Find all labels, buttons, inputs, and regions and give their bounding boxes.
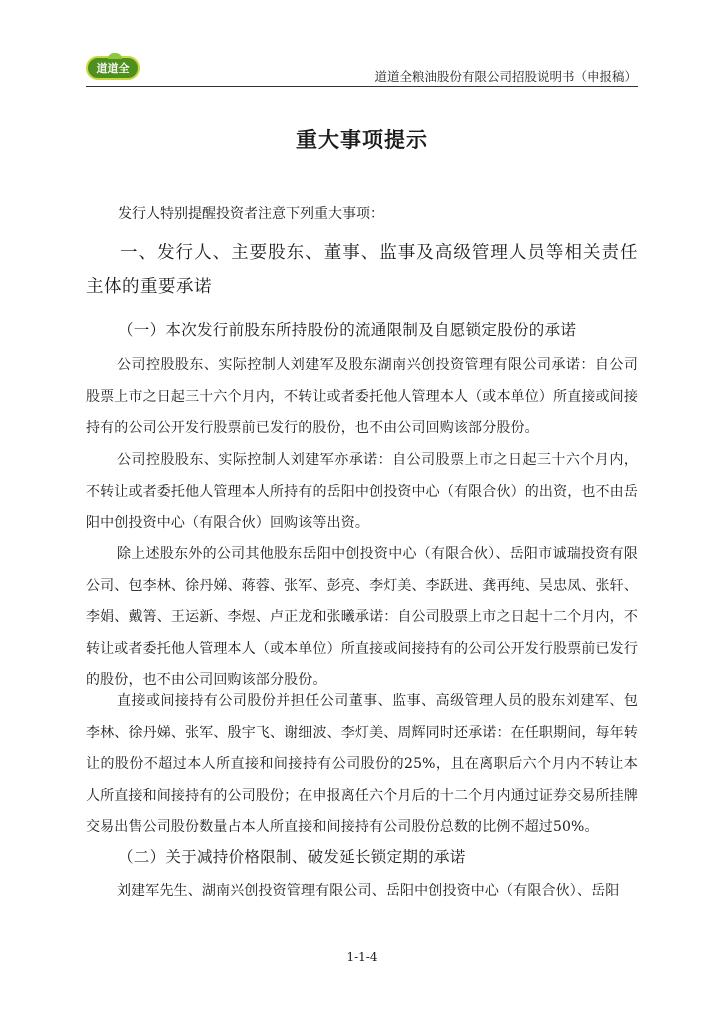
subsection-2-heading: （二）关于减持价格限制、破发延长锁定期的承诺 — [118, 848, 466, 866]
subsection-1-heading: （一）本次发行前股东所持股份的流通限制及自愿锁定股份的承诺 — [118, 321, 577, 339]
page-title: 重大事项提示 — [296, 128, 428, 152]
paragraph-1: 公司控股股东、实际控制人刘建军及股东湖南兴创投资管理有限公司承诺：自公司股票上市之日起三十六个月内，不转让或者委托他人管理本人（或本单位）所直接或间接持有的公司公开发行股票前已发行的股份，也不由公司回购该部分股份。 — [86, 357, 638, 436]
page-number: 1-1-4 — [346, 950, 378, 964]
intro-text: 发行人特别提醒投资者注意下列重大事项： — [118, 206, 384, 222]
paragraph-3: 除上述股东外的公司其他股东岳阳中创投资中心（有限合伙）、岳阳市诚瑞投资有限公司、包李林、徐丹娣、蒋蓉、张军、彭亮、李灯美、李跃进、龚再纯、吴忠凤、张轩、李娟、戴箐、王运新、李煜、卢正龙和张曦承诺：自公司股票上市之日起十二个月内，不转让或者委托他人管理本人（或本单位）所直接或间接持有的公司公开发行股票前已发行的股份，也不由公司回购该部分股份。 — [86, 546, 638, 688]
company-logo — [86, 56, 140, 80]
paragraph-2: 公司控股股东、实际控制人刘建军亦承诺：自公司股票上市之日起三十六个月内，不转让或者委托他人管理本人所持有的岳阳中创投资中心（有限合伙）的出资，也不由岳阳中创投资中心（有限合伙）回购该等出资。 — [86, 452, 638, 531]
leaf-icon — [108, 53, 122, 59]
header-divider — [86, 86, 638, 87]
section-1-heading: 一、发行人、主要股东、董事、监事及高级管理人员等相关责任主体的重要承诺 — [86, 243, 638, 297]
logo-text: 道道全 — [96, 62, 130, 75]
header-title: 道道全粮油股份有限公司招股说明书（申报稿） — [374, 69, 637, 84]
paragraph-5: 刘建军先生、湖南兴创投资管理有限公司、岳阳中创投资中心（有限合伙）、岳阳 — [117, 883, 620, 899]
paragraph-4: 直接或间接持有公司股份并担任公司董事、监事、高级管理人员的股东刘建军、包李林、徐丹娣、张军、殷宇飞、谢细波、李灯美、周辉同时还承诺：在任职期间，每年转让的股份不超过本人所直接和间接持有公司股份的25%，且在离职后六个月内不转让本人所直接和间接持有的公司股份；在申报离任六个月后的十二个月内通过证券交易所挂牌交易出售公司股份数量占本人所直接和间接持有公司股份总数的比例不超过50%。 — [86, 693, 638, 835]
